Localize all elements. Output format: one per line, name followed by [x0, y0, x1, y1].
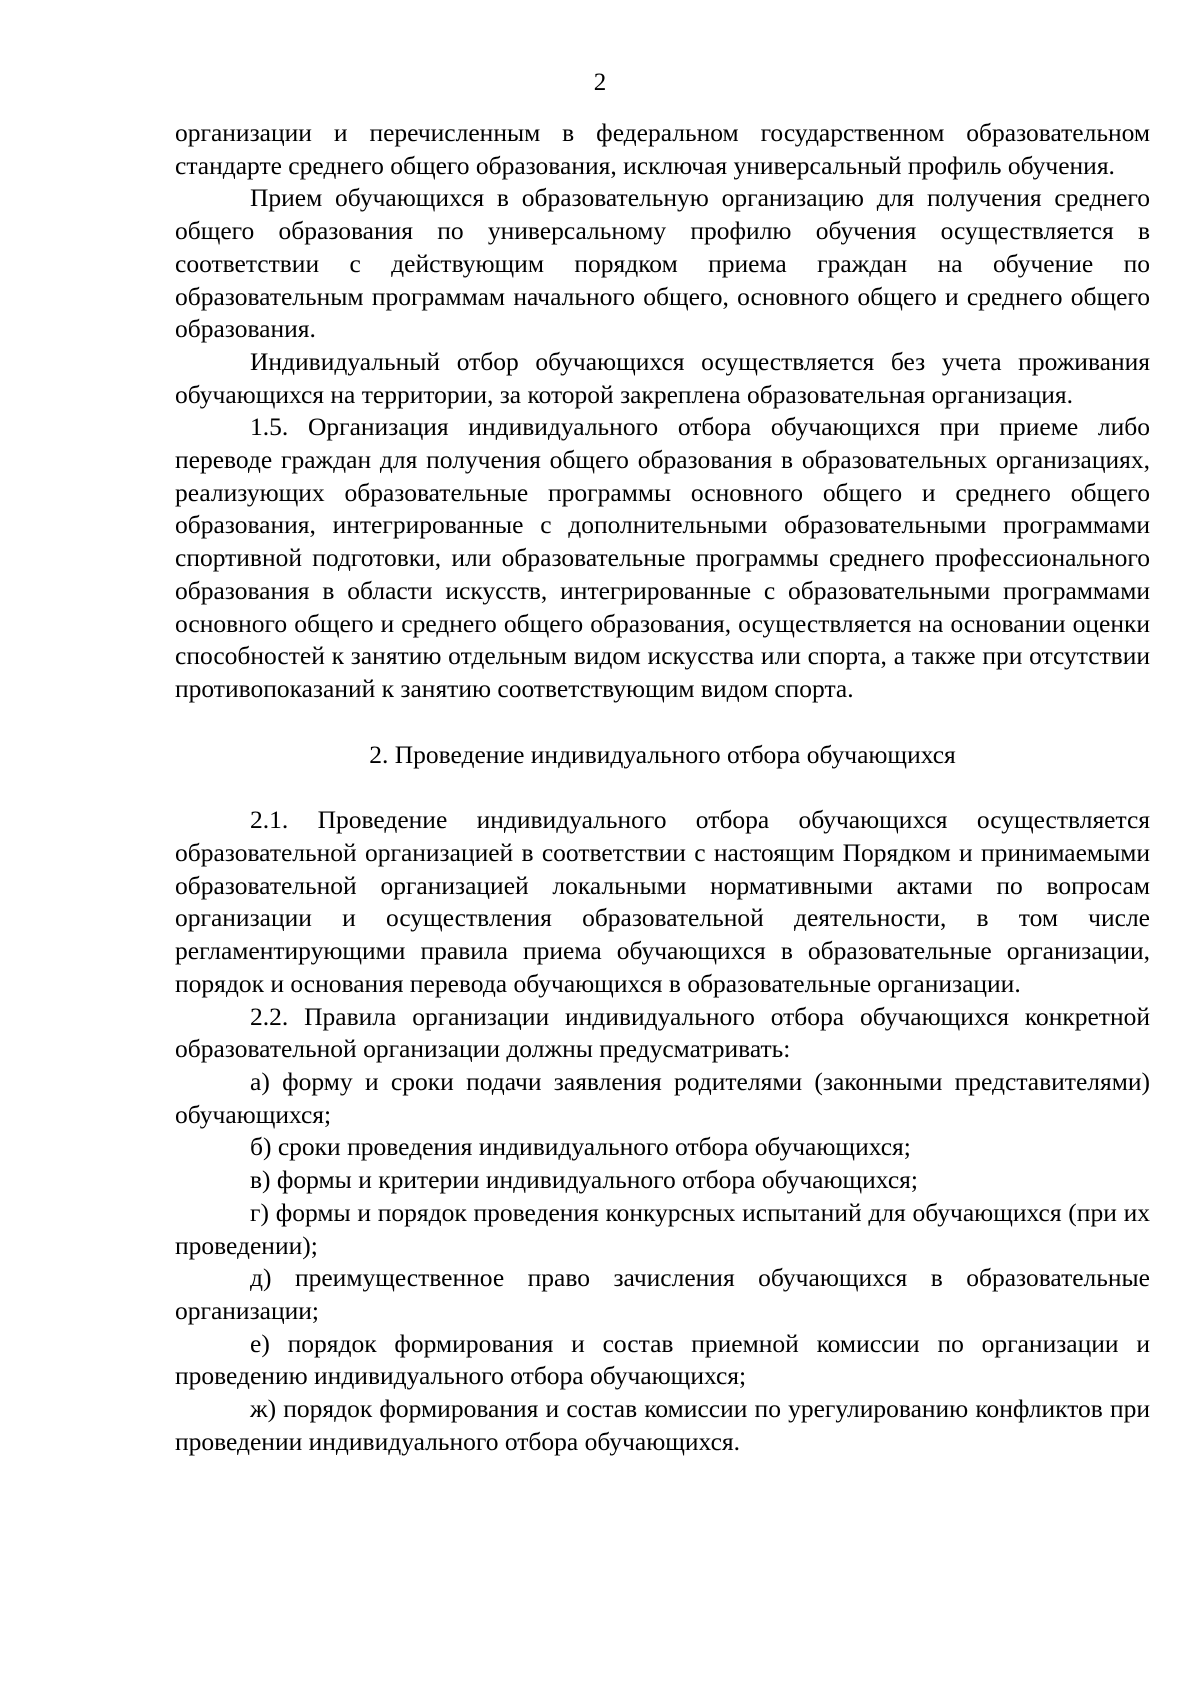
- list-item-d: д) преимущественное право зачисления обучающихся в образовательные организации;: [175, 1263, 1150, 1325]
- list-item-v: в) формы и критерии индивидуального отбора обучающихся;: [250, 1165, 918, 1195]
- paragraph-continuation: организации и перечисленным в федеральном государственном образовательном стандарте среднего общего образования, исключая универсальный профиль обучения.: [175, 118, 1150, 180]
- page-number: 2: [593, 69, 607, 96]
- paragraph-individual-selection: Индивидуальный отбор обучающихся осуществляется без учета проживания обучающихся на территории, за которой закреплена образовательная организация.: [175, 346, 1150, 409]
- list-item-b: б) сроки проведения индивидуального отбора обучающихся;: [250, 1132, 911, 1162]
- paragraph-1-5: 1.5. Организация индивидуального отбора обучающихся при приеме либо переводе граждан для получения общего образования в образовательных организациях, реализующих образовательные программы основного общего и среднего общего образования, интегрированные с дополнительными образовательными программами спортивной подготовки, или образовательные программы среднего профессионального образования в области искусств, интегрированные с образовательными программами основного общего и среднего общего образования, осуществляется на основании оценки способностей к занятию отдельным видом искусства или спорта, а также при отсутствии противопоказаний к занятию соответствующим видом спорта.: [175, 412, 1150, 703]
- list-item-a: а) форму и сроки подачи заявления родителями (законными представителями) обучающихся;: [175, 1066, 1150, 1129]
- document-body: [175, 117, 1150, 1458]
- paragraph-2-1: 2.1. Проведение индивидуального отбора обучающихся осуществляется образовательной организацией в соответствии с настоящим Порядком и принимаемыми образовательной организацией локальными нормативными актами по вопросам организации и осуществления образовательной деятельности, в том числе регламентирующими правила приема обучающихся в образовательные организации, порядок и основания перевода обучающихся в образовательные организации.: [175, 805, 1150, 998]
- paragraph-admission: Прием обучающихся в образовательную организацию для получения среднего общего образования по универсальному профилю обучения осуществляется в соответствии с действующим порядком приема граждан на обучение по образовательным программам начального общего, основного общего и среднего общего образования.: [175, 183, 1150, 344]
- list-item-g: г) формы и порядок проведения конкурсных испытаний для обучающихся (при их проведении);: [175, 1197, 1150, 1260]
- list-item-e: е) порядок формирования и состав приемной комиссии по организации и проведению индивидуального отбора обучающихся;: [175, 1328, 1150, 1391]
- section-heading: 2. Проведение индивидуального отбора обучающихся: [369, 739, 956, 769]
- list-item-zh: ж) порядок формирования и состав комиссии по урегулированию конфликтов при проведении индивидуального отбора обучающихся.: [175, 1394, 1150, 1456]
- paragraph-2-2: 2.2. Правила организации индивидуального отбора обучающихся конкретной образовательной организации должны предусматривать:: [175, 1001, 1150, 1064]
